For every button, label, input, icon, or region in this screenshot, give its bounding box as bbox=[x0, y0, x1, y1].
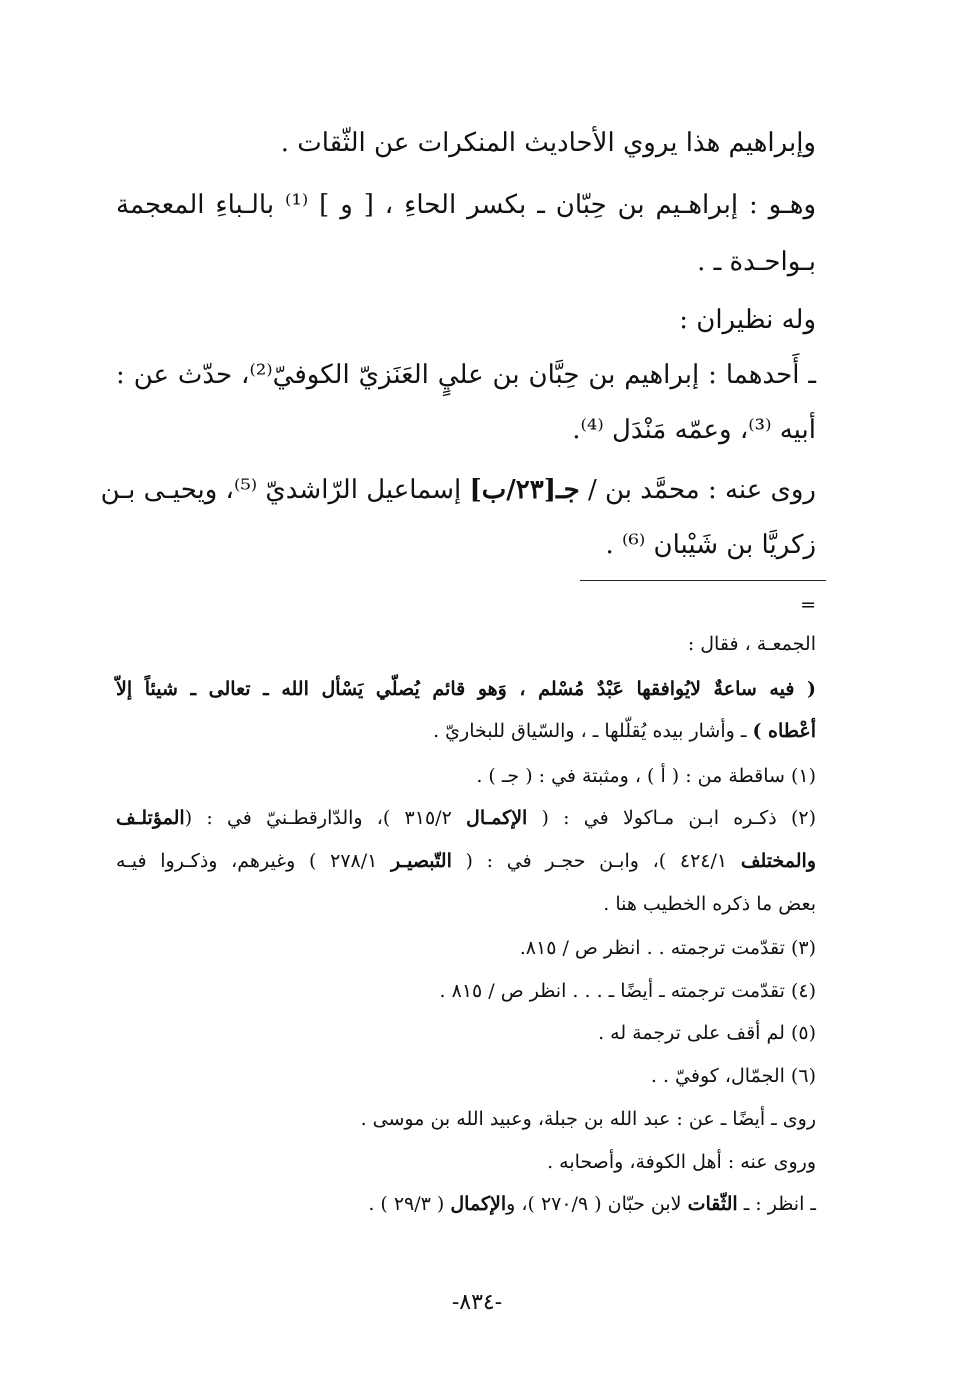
body-line-1: وإبراهيم هذا يروي الأحاديث المنكرات عن الثّقات . bbox=[280, 128, 816, 158]
footnote-2-line-1 bbox=[116, 807, 816, 829]
fn2-book-ikmal: الإكمـال bbox=[466, 807, 528, 829]
footnote-4: (٤) تقدّمت ترجمته ـ أيضًا ـ . . . انظر ص / ٨١٥ . bbox=[439, 980, 816, 1002]
footnote-6-line-3: وروى عنه : أهل الكوفة، وأصحابه . bbox=[547, 1151, 816, 1173]
footnote-cont-line-2: ( فيه ساعةٌ لايُوافقها عَبْدٌ مُسْلم ، وَهو قائم يُصلّي يَسْأل الله ـ تعالى ـ شيئاً إلاّ bbox=[116, 678, 816, 700]
body-line-7-start: روى عنه : محمَّد بن / bbox=[579, 475, 816, 505]
body-line-7-end: إسماعيل الرّاشديّ ⁽⁵⁾، ويحيـى بـن bbox=[100, 475, 470, 505]
fn2-book-tabsir: التّبصيـر bbox=[391, 850, 452, 872]
footnote-cont-line-1: الجمعـة ، فقال : bbox=[687, 633, 816, 655]
footnote-6-line-2: روى ـ أيضًا ـ عن : عبد الله بن جبلة، وعبيد الله بن موسى . bbox=[360, 1108, 816, 1130]
footnote-5: (٥) لم أقف على ترجمة له . bbox=[598, 1022, 816, 1044]
footnote-continuation-mark: = bbox=[800, 594, 816, 616]
fn2-book-mutalif: المؤتلـف bbox=[116, 807, 185, 829]
body-line-4: وله نظيران : bbox=[679, 305, 816, 335]
fn2-part-a: (٢) ذكـره ابـن مـاكولا في : ( bbox=[527, 807, 816, 829]
manuscript-folio-marker: جـ[٢٣/ب] bbox=[469, 475, 580, 505]
fn2-part-f: ٤٢٤/١ )، وابـن حجـر في : ( bbox=[451, 850, 741, 872]
footnote-cont-line-3 bbox=[116, 720, 816, 742]
fn6-book-thiqat: الثّقات bbox=[687, 1193, 738, 1215]
footnote-separator bbox=[580, 580, 826, 581]
footnote-3: (٣) تقدّمت ترجمته . . انظر ص / ٨١٥. bbox=[519, 937, 816, 959]
hadith-comment: ـ وأشار بيده يُقلّلها ـ ، والسّياق للبخاريّ . bbox=[433, 720, 753, 742]
footnote-1: (١) ساقطة من : ( أ ) ، ومثبتة في : ( جـ ) . bbox=[476, 765, 816, 787]
fn2-part-c: ٣١٥/٢ )، والدّارقطـنيّ في : ( bbox=[184, 807, 467, 829]
fn2-book-mukhtalif: والمختلف bbox=[740, 850, 816, 872]
body-line-5: ـ أَحدهما : إبراهيم بن حِبَّان بن عليٍ العَنَزيّ الكوفيّ⁽²⁾، حدّث عن : bbox=[116, 360, 816, 390]
footnote-2-line-3: بعض ما ذكره الخطيب هنا . bbox=[603, 893, 816, 915]
fn6-part-c: لابن حبّان ( ٢٧٠/٩ )، و bbox=[506, 1193, 688, 1215]
body-line-7 bbox=[100, 475, 816, 505]
page-number: -٨٣٤- bbox=[451, 1290, 503, 1315]
footnote-2-line-2 bbox=[116, 850, 816, 872]
fn6-part-e: ( ٢٩/٣ ) . bbox=[368, 1193, 451, 1215]
footnote-6-line-4 bbox=[116, 1193, 816, 1215]
footnote-6: (٦) الجمّال، كوفيّ . . bbox=[650, 1065, 816, 1087]
hadith-end: أعْطاه ) bbox=[752, 720, 816, 742]
body-line-3: بـواحـدة ـ . bbox=[697, 247, 816, 277]
fn6-book-ikmal: الإكمال bbox=[450, 1193, 507, 1215]
body-line-8: زكريَّا بن شَيْبان ⁽⁶⁾ . bbox=[605, 530, 816, 560]
body-line-2: وهـو : إبراهـيم بن حِبّان ـ بكسر الحاءِ ، [ و ] ⁽¹⁾ بالـباءِ المعجمة bbox=[116, 190, 816, 220]
fn2-part-h: ٢٧٨/١ ) وغيرهم، وذكـروا فيـه bbox=[116, 850, 392, 872]
fn6-see: ـ انظر : ـ bbox=[737, 1193, 816, 1215]
body-line-6: أبيه ⁽³⁾، وعمّه مَنْدَل ⁽⁴⁾. bbox=[572, 415, 816, 445]
